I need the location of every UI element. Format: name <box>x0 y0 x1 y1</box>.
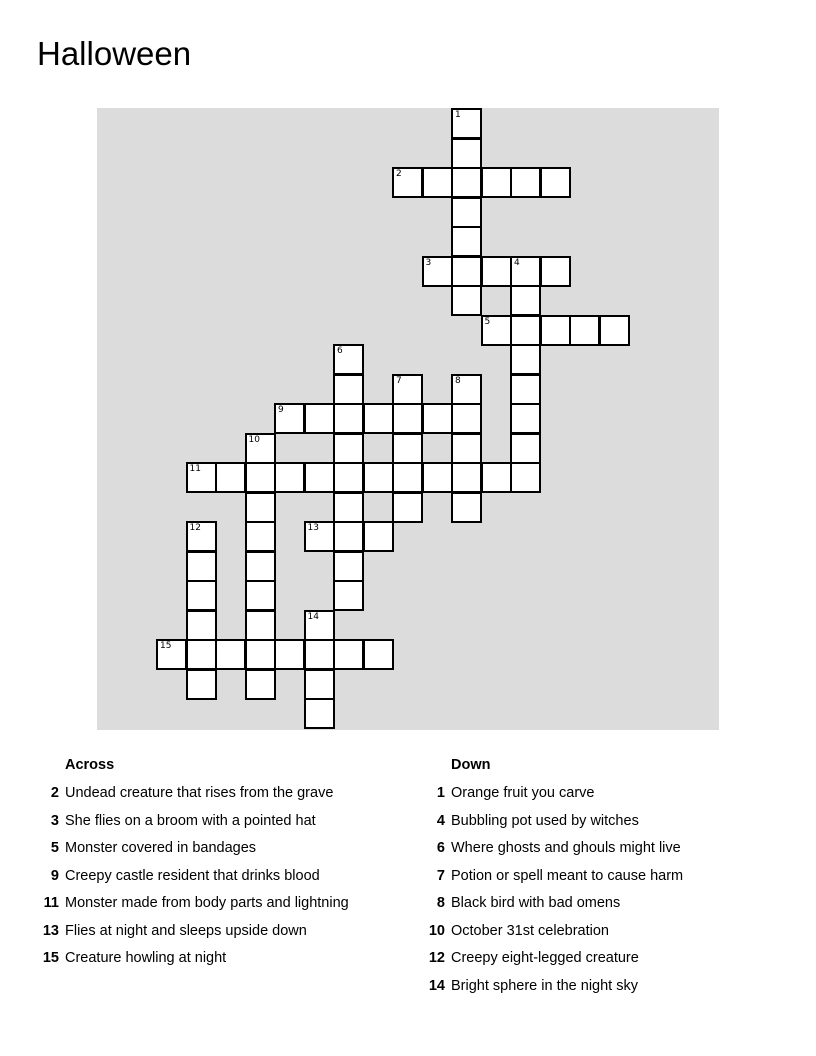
down-clue-8 <box>416 890 776 918</box>
grid-cell[interactable] <box>304 403 335 434</box>
grid-cell[interactable] <box>540 167 571 198</box>
grid-cell[interactable] <box>392 374 423 405</box>
across-clue-list <box>30 780 390 973</box>
grid-cell[interactable] <box>422 462 453 493</box>
clue-number: 13 <box>42 922 59 939</box>
grid-cell[interactable] <box>333 521 364 552</box>
grid-cell[interactable] <box>451 167 482 198</box>
across-clue-3 <box>30 808 390 836</box>
clue-text: Monster covered in bandages <box>65 840 257 856</box>
cell-number: 1 <box>455 110 461 120</box>
across-clue-11 <box>30 890 390 918</box>
clue-number: 15 <box>42 950 59 966</box>
grid-cell[interactable] <box>363 462 394 493</box>
grid-cell[interactable] <box>333 403 364 434</box>
cell-number: 3 <box>425 257 432 268</box>
down-clue-6 <box>416 835 776 863</box>
grid-cell[interactable] <box>392 403 423 434</box>
clue-text: Creepy eight-legged creature <box>451 950 639 966</box>
grid-cell[interactable] <box>540 315 571 346</box>
grid-cell[interactable] <box>510 167 541 198</box>
grid-cell[interactable] <box>333 344 364 375</box>
grid-cell[interactable] <box>510 403 541 434</box>
clue-text: Flies at night and sleeps upside down <box>65 922 307 939</box>
clue-text: Bright sphere in the night sky <box>451 977 638 994</box>
clue-number: 4 <box>436 812 445 829</box>
grid-cell[interactable] <box>245 521 276 552</box>
cell-number: 2 <box>396 169 402 179</box>
cell-number: 6 <box>337 346 343 356</box>
clue-text: Potion or spell meant to cause harm <box>451 867 684 884</box>
clue-number: 3 <box>50 812 59 829</box>
grid-cell[interactable] <box>599 315 630 346</box>
grid-cell[interactable] <box>304 669 335 700</box>
clue-number: 14 <box>428 977 445 994</box>
grid-cell[interactable] <box>333 580 364 611</box>
grid-cell[interactable] <box>186 669 217 700</box>
across-clue-2 <box>30 780 390 808</box>
down-clue-12 <box>416 945 776 973</box>
cell-number: 4 <box>514 257 520 268</box>
grid-cell[interactable] <box>274 639 305 670</box>
grid-cell[interactable] <box>510 374 541 405</box>
grid-cell[interactable] <box>451 108 482 139</box>
down-clue-10 <box>416 918 776 946</box>
grid-cell[interactable] <box>392 433 423 464</box>
grid-cell[interactable] <box>451 374 482 405</box>
grid-cell[interactable] <box>186 551 217 582</box>
grid-cell[interactable] <box>245 580 276 611</box>
grid-cell[interactable] <box>245 492 276 523</box>
grid-cell[interactable] <box>245 610 276 641</box>
clue-number: 7 <box>436 867 445 884</box>
grid-cell[interactable] <box>304 521 335 552</box>
across-clue-15 <box>30 945 390 973</box>
cell-number: 5 <box>484 316 491 327</box>
grid-cell[interactable] <box>245 433 276 464</box>
grid-cell[interactable] <box>451 285 482 316</box>
grid-cell[interactable] <box>510 344 541 375</box>
clue-number: 10 <box>428 922 445 939</box>
grid-cell[interactable] <box>363 521 394 552</box>
grid-cell[interactable] <box>481 167 512 198</box>
grid-cell[interactable] <box>245 669 276 700</box>
clue-text: October 31st celebration <box>451 922 609 939</box>
grid-cell[interactable] <box>510 433 541 464</box>
grid-cell[interactable] <box>451 226 482 257</box>
grid-cell[interactable] <box>451 138 482 169</box>
grid-cell[interactable] <box>304 639 335 670</box>
clue-number: 12 <box>428 950 445 966</box>
cell-number: 14 <box>307 611 319 622</box>
across-clue-13 <box>30 918 390 946</box>
grid-cell[interactable] <box>333 492 364 523</box>
across-heading: Across <box>65 757 115 773</box>
grid-cell[interactable] <box>392 462 423 493</box>
clue-text: Undead creature that rises from the grave <box>65 785 334 801</box>
cell-number: 11 <box>189 464 201 474</box>
grid-cell[interactable] <box>186 639 217 670</box>
grid-cell[interactable] <box>422 167 453 198</box>
grid-cell[interactable] <box>186 521 217 552</box>
grid-cell[interactable] <box>304 698 335 729</box>
grid-cell[interactable] <box>540 256 571 287</box>
cell-number: 12 <box>189 523 201 533</box>
across-clue-5 <box>30 835 390 863</box>
grid-cell[interactable] <box>451 256 482 287</box>
across-clues <box>30 752 390 973</box>
across-clue-9 <box>30 863 390 891</box>
clue-number: 6 <box>436 840 445 856</box>
grid-cell[interactable] <box>215 639 246 670</box>
grid-cell[interactable] <box>274 462 305 493</box>
down-clue-14 <box>416 973 776 1001</box>
grid-cell[interactable] <box>481 462 512 493</box>
clue-number: 9 <box>50 867 59 884</box>
clue-text: Monster made from body parts and lightning <box>65 895 349 911</box>
grid-cell[interactable] <box>186 462 217 493</box>
cell-number: 15 <box>160 641 172 651</box>
clue-text: Creature howling at night <box>65 950 227 966</box>
crossword-grid <box>97 108 719 730</box>
grid-cell[interactable] <box>363 639 394 670</box>
cell-number: 13 <box>307 523 319 533</box>
grid-cell[interactable] <box>510 285 541 316</box>
clue-text: Orange fruit you carve <box>451 785 595 801</box>
grid-cell[interactable] <box>333 551 364 582</box>
clue-number: 11 <box>43 895 59 911</box>
cell-number: 9 <box>278 405 284 415</box>
grid-cell[interactable] <box>245 639 276 670</box>
clue-text: She flies on a broom with a pointed hat <box>65 812 316 829</box>
grid-cell[interactable] <box>481 315 512 346</box>
grid-cell[interactable] <box>451 492 482 523</box>
grid-cell[interactable] <box>392 167 423 198</box>
grid-cell[interactable] <box>333 639 364 670</box>
grid-cell[interactable] <box>510 462 541 493</box>
grid-cell[interactable] <box>569 315 600 346</box>
grid-cell[interactable] <box>156 639 187 670</box>
grid-cell[interactable] <box>333 433 364 464</box>
grid-cell[interactable] <box>333 462 364 493</box>
grid-cell[interactable] <box>304 462 335 493</box>
grid-cell[interactable] <box>215 462 246 493</box>
down-clue-1 <box>416 780 776 808</box>
cell-number: 10 <box>248 434 260 445</box>
grid-cell[interactable] <box>363 403 394 434</box>
clue-text: Bubbling pot used by witches <box>451 812 639 829</box>
grid-cell[interactable] <box>451 462 482 493</box>
clue-text: Creepy castle resident that drinks blood <box>65 867 320 884</box>
grid-cell[interactable] <box>274 403 305 434</box>
clue-number: 8 <box>436 895 445 911</box>
clue-text: Black bird with bad omens <box>451 895 621 911</box>
grid-cell[interactable] <box>451 197 482 228</box>
grid-cell[interactable] <box>451 403 482 434</box>
clue-number: 2 <box>50 785 59 801</box>
clue-number: 5 <box>50 840 59 856</box>
grid-cell[interactable] <box>245 551 276 582</box>
down-clue-7 <box>416 863 776 891</box>
cell-number: 8 <box>455 375 461 386</box>
grid-cell[interactable] <box>422 256 453 287</box>
grid-cell[interactable] <box>245 462 276 493</box>
down-clue-4 <box>416 808 776 836</box>
page-title: Halloween <box>37 35 192 72</box>
grid-cell[interactable] <box>186 610 217 641</box>
grid-cell[interactable] <box>510 315 541 346</box>
clue-number: 1 <box>436 785 445 801</box>
grid-cell[interactable] <box>333 374 364 405</box>
down-clue-list <box>416 780 776 1000</box>
cell-number: 7 <box>396 375 402 386</box>
grid-cell[interactable] <box>304 610 335 641</box>
clue-text: Where ghosts and ghouls might live <box>451 840 681 856</box>
down-clues <box>416 752 776 1000</box>
grid-cell[interactable] <box>186 580 217 611</box>
grid-cell[interactable] <box>481 256 512 287</box>
grid-cell[interactable] <box>392 492 423 523</box>
grid-cell[interactable] <box>451 433 482 464</box>
grid-cell[interactable] <box>510 256 541 287</box>
down-heading: Down <box>451 757 491 773</box>
grid-cell[interactable] <box>422 403 453 434</box>
